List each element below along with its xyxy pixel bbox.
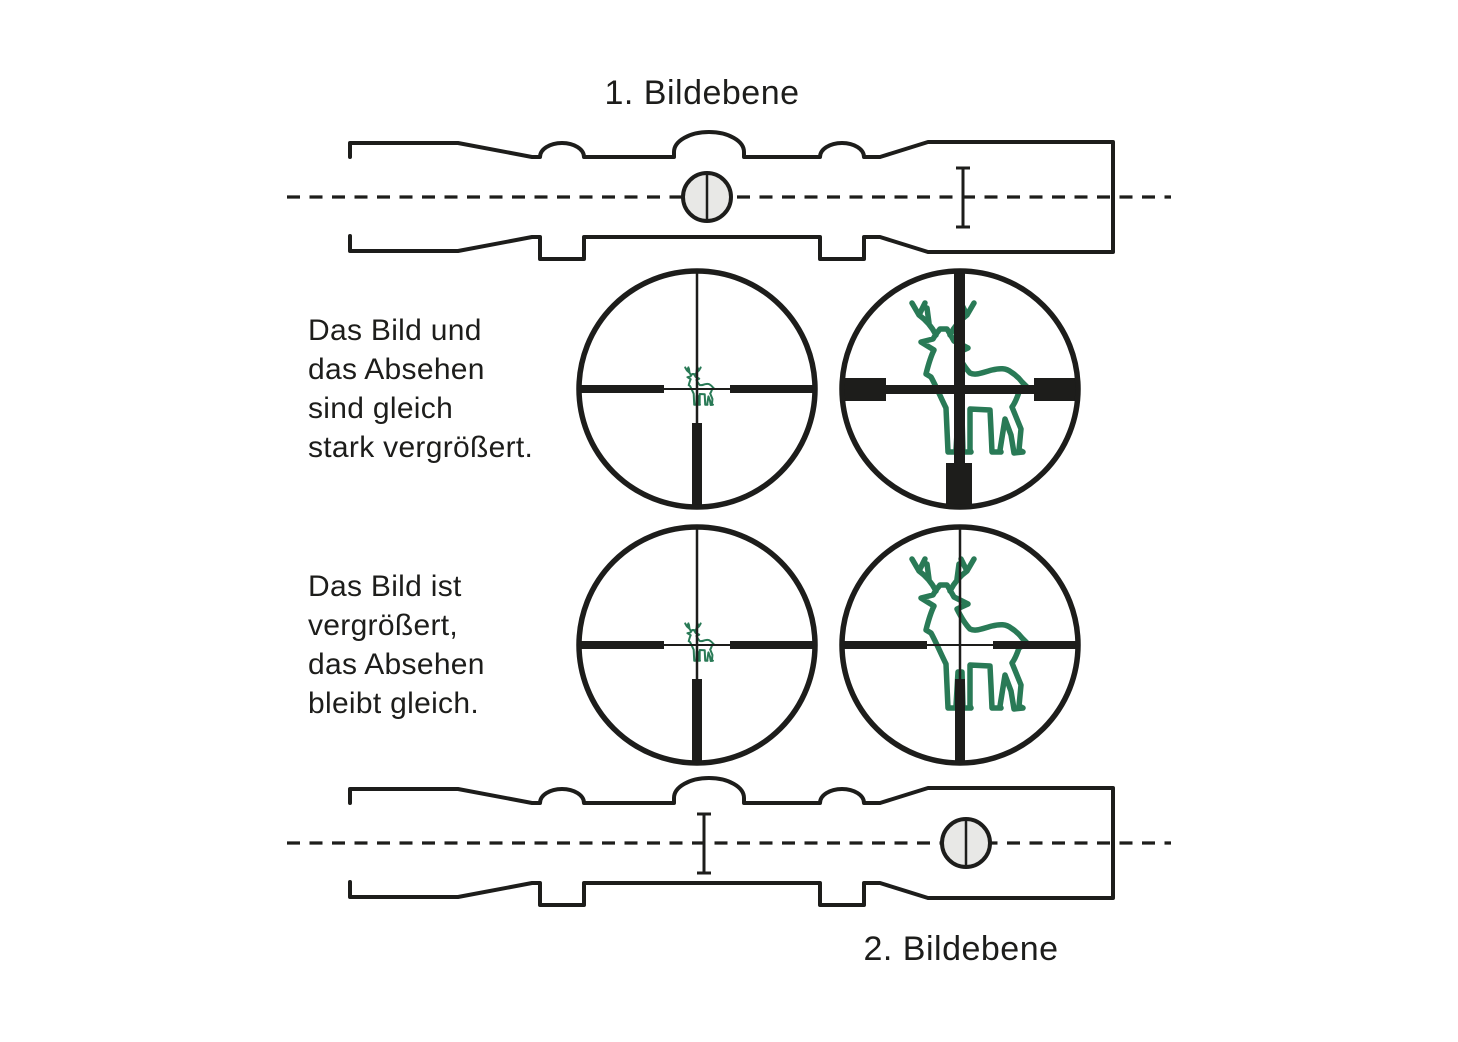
second-image-plane-title: 2. Bildebene — [863, 930, 1059, 968]
reticle-post-bottom — [692, 423, 702, 507]
reticle-bar-right — [730, 641, 815, 649]
caption-line: sind gleich — [308, 392, 454, 425]
deer-target-icon — [685, 623, 714, 661]
caption-line: stark vergrößert. — [308, 431, 534, 464]
second-image-plane-lens — [942, 819, 990, 867]
first-image-plane-title: 1. Bildebene — [604, 74, 800, 112]
first-image-plane-lens — [683, 173, 731, 221]
caption-line: vergrößert, — [308, 609, 459, 642]
reticle-view-row2-left — [579, 527, 815, 763]
caption-line: das Absehen — [308, 648, 485, 681]
caption-line: Das Bild und — [308, 314, 482, 347]
reticle-view-row1-right — [842, 271, 1078, 509]
scope-side-view-top — [287, 132, 1171, 259]
reticle-bar-right — [993, 641, 1077, 649]
reticle-post-bottom — [692, 679, 702, 763]
reticle-view-row1-left — [579, 271, 815, 507]
caption-row1 — [308, 311, 533, 467]
reticle-bar-left — [843, 641, 927, 649]
caption-row2 — [308, 567, 485, 723]
reticle-bar-left — [843, 378, 886, 401]
reticle-post-bottom — [955, 679, 965, 763]
scope-side-view-bottom — [287, 778, 1171, 905]
reticle-post-bottom — [946, 463, 972, 509]
caption-line: Das Bild ist — [308, 570, 462, 603]
reticle-bar-left — [580, 385, 664, 393]
caption-line: bleibt gleich. — [308, 687, 479, 720]
reticle-view-row2-right — [842, 527, 1078, 763]
crosshair-vertical-thick — [954, 271, 965, 463]
reticle-bar-left — [580, 641, 664, 649]
scope-tube-outline — [350, 778, 1113, 905]
deer-target-icon — [685, 367, 714, 405]
reticle-bar-right — [1034, 378, 1077, 401]
deer-target-icon — [912, 303, 1027, 453]
deer-target-icon — [912, 559, 1027, 709]
reticle-bar-right — [730, 385, 815, 393]
caption-line: das Absehen — [308, 353, 485, 386]
